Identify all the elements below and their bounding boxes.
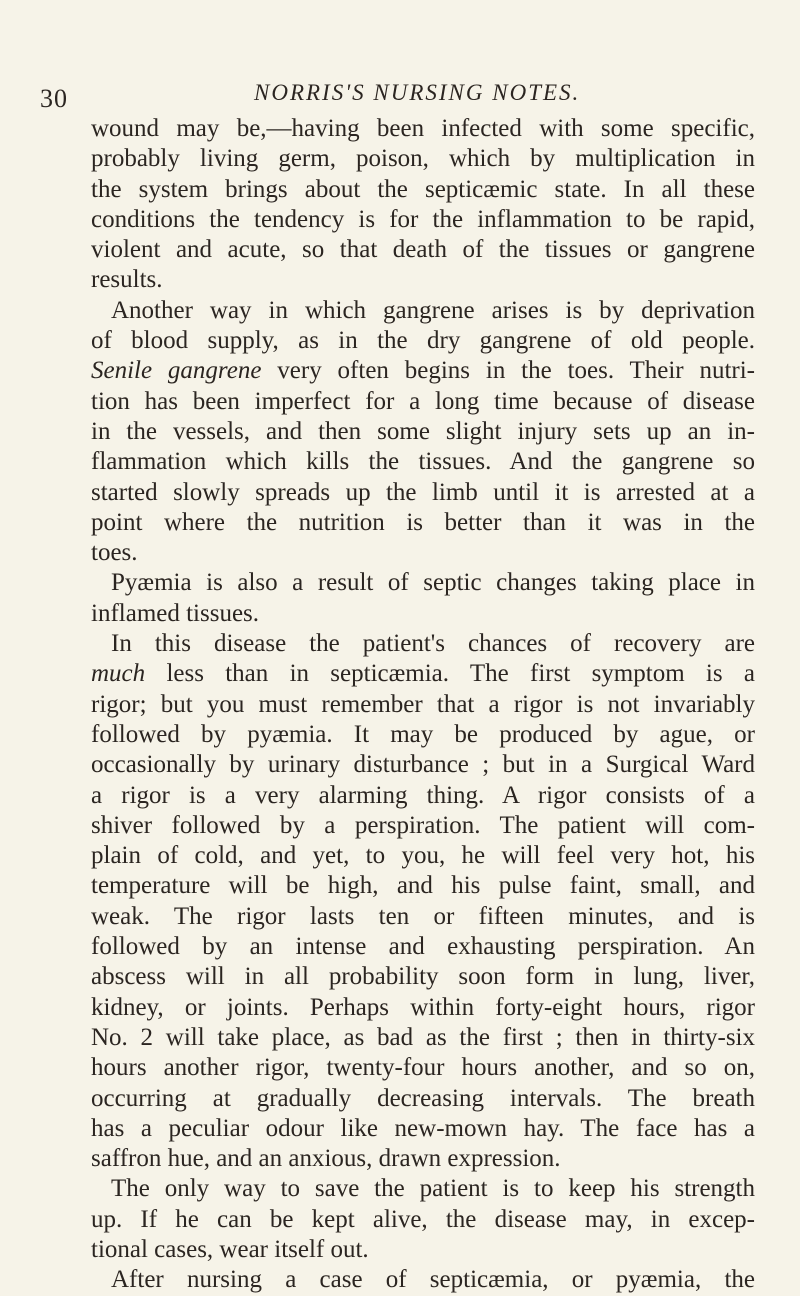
text-line: much less than in septicæmia. The first symptom is a [91, 660, 755, 688]
text-line: The only way to save the patient is to keep his strength [111, 1175, 755, 1203]
paragraph [91, 629, 755, 1174]
paragraph [91, 114, 755, 296]
text-line: Another way in which gangrene arises is by deprivation [111, 296, 755, 324]
running-head: NORRIS'S NURSING NOTES. [254, 80, 581, 105]
body-text [91, 114, 755, 1296]
text-line: of blood supply, as in the dry gangrene of old people. [91, 327, 755, 355]
text-line: abscess will in all probability soon form in lung, liver, [91, 963, 755, 991]
text-line: followed by pyæmia. It may be produced by ague, or [91, 720, 755, 748]
text-line: inflamed tissues. [91, 599, 260, 627]
text-line: kidney, or joints. Perhaps within forty-eight hours, rigor [91, 993, 755, 1021]
text-line: results. [91, 266, 163, 294]
text-line: After nursing a case of septicæmia, or pyæmia, the [111, 1266, 755, 1294]
paragraph [91, 296, 755, 569]
text-line: Senile gangrene very often begins in the toes. Their nutri- [91, 357, 756, 385]
text-line: started slowly spreads up the limb until it is arrested at a [91, 478, 755, 506]
text-line: In this disease the patient's chances of recovery are [111, 630, 755, 658]
paragraph [91, 1174, 755, 1265]
text-line: a rigor is a very alarming thing. A rigor consists of a [91, 781, 755, 809]
text-line: in the vessels, and then some slight injury sets up an in- [91, 417, 755, 445]
text-line: rigor; but you must remember that a rigor is not invariably [91, 690, 755, 718]
text-line: weak. The rigor lasts ten or fifteen minutes, and is [91, 902, 755, 930]
text-line: up. If he can be kept alive, the disease may, in excep- [91, 1205, 755, 1233]
text-line: flammation which kills the tissues. And the gangrene so [91, 448, 755, 476]
text-line: temperature will be high, and his pulse faint, small, and [91, 872, 755, 900]
text-line: the system brings about the septicæmic state. In all these [91, 175, 755, 203]
text-line: plain of cold, and yet, to you, he will feel very hot, his [91, 842, 755, 870]
text-line: occasionally by urinary disturbance ; but in a Surgical Ward [91, 751, 755, 779]
paragraph [91, 568, 755, 629]
text-line: hours another rigor, twenty-four hours another, and so on, [91, 1054, 755, 1082]
text-line: Pyæmia is also a result of septic changes taking place in [111, 569, 755, 597]
text-line: wound may be,—having been infected with some specific, [91, 115, 755, 142]
italic-term: Senile gangrene [91, 357, 262, 385]
text-line: has a peculiar odour like new-mown hay. The face has a [91, 1114, 755, 1142]
page-number: 30 [40, 84, 68, 113]
text-line: toes. [91, 539, 138, 567]
text-line: shiver followed by a perspiration. The patient will com- [91, 811, 755, 839]
text-line: No. 2 will take place, as bad as the first ; then in thirty-six [91, 1023, 755, 1051]
text-line: followed by an intense and exhausting perspiration. An [91, 933, 755, 961]
text-line: tion has been imperfect for a long time because of disease [91, 387, 755, 415]
text-line: probably living germ, poison, which by multiplication in [91, 145, 755, 173]
italic-term: much [91, 660, 146, 688]
text-line: saffron hue, and an anxious, drawn expression. [91, 1145, 561, 1173]
text-line: point where the nutrition is better than it was in the [91, 508, 755, 536]
text-line: tional cases, wear itself out. [91, 1235, 369, 1263]
text-line: violent and acute, so that death of the tissues or gangrene [91, 236, 755, 264]
text-line: conditions the tendency is for the inflammation to be rapid, [91, 205, 755, 233]
text-line: occurring at gradually decreasing intervals. The breath [91, 1084, 755, 1112]
paragraph [91, 1265, 755, 1295]
